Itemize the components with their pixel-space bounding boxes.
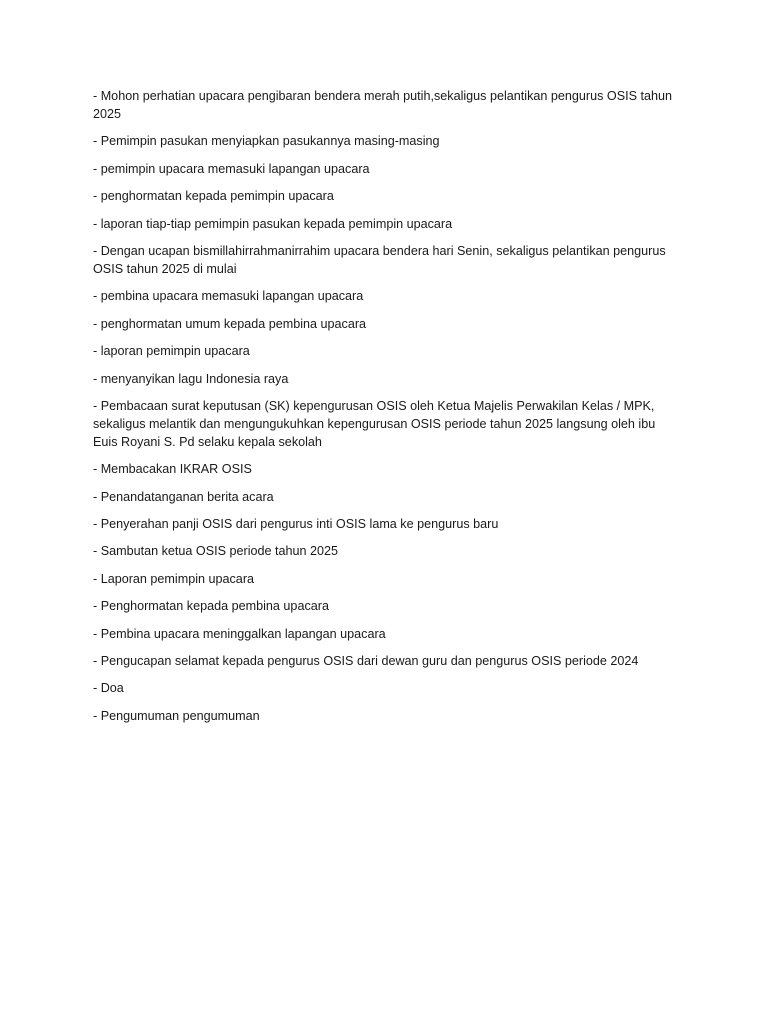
agenda-line: - Dengan ucapan bismillahirrahmanirrahim upacara bendera hari Senin, sekaligus pelantikan pengurus OSIS tahun 2025 di mulai bbox=[93, 243, 666, 276]
agenda-line: - Mohon perhatian upacara pengibaran bendera merah putih,sekaligus pelantikan pengurus OSIS tahun 2025 bbox=[93, 89, 673, 121]
agenda-line: - pemimpin upacara memasuki lapangan upacara bbox=[93, 161, 370, 176]
agenda-line: - Penandatanganan berita acara bbox=[93, 489, 274, 504]
agenda-line: - Penghormatan kepada pembina upacara bbox=[93, 599, 329, 614]
agenda-line: - menyanyikan lagu Indonesia raya bbox=[93, 371, 289, 386]
agenda-line: - penghormatan umum kepada pembina upacara bbox=[93, 316, 367, 331]
agenda-line: - Pembacaan surat keputusan (SK) kepengurusan OSIS oleh Ketua Majelis Perwakilan Kelas / MPK, sekaligus melantik dan mengungukuhkan kepengurusan OSIS periode tahun 2025 langsung oleh ibu Euis Royani S. Pd selaku kepala sekolah bbox=[93, 398, 656, 449]
agenda-line: - Membacakan IKRAR OSIS bbox=[93, 462, 252, 477]
agenda-line: - Laporan pemimpin upacara bbox=[93, 571, 255, 586]
agenda-line: - laporan pemimpin upacara bbox=[93, 344, 250, 359]
document-body bbox=[93, 87, 678, 734]
agenda-line: - penghormatan kepada pemimpin upacara bbox=[93, 189, 334, 204]
agenda-line: - Penyerahan panji OSIS dari pengurus inti OSIS lama ke pengurus baru bbox=[93, 517, 499, 532]
agenda-line: - laporan tiap-tiap pemimpin pasukan kepada pemimpin upacara bbox=[93, 216, 453, 231]
agenda-line: - Doa bbox=[93, 681, 124, 696]
agenda-line: - Pengumuman pengumuman bbox=[93, 708, 260, 723]
agenda-line: - Pemimpin pasukan menyiapkan pasukannya masing-masing bbox=[93, 134, 440, 149]
agenda-line: - Pengucapan selamat kepada pengurus OSIS dari dewan guru dan pengurus OSIS periode 2024 bbox=[93, 654, 639, 669]
agenda-line: - Pembina upacara meninggalkan lapangan upacara bbox=[93, 626, 386, 641]
agenda-line: - pembina upacara memasuki lapangan upacara bbox=[93, 289, 364, 304]
agenda-line: - Sambutan ketua OSIS periode tahun 2025 bbox=[93, 544, 339, 559]
